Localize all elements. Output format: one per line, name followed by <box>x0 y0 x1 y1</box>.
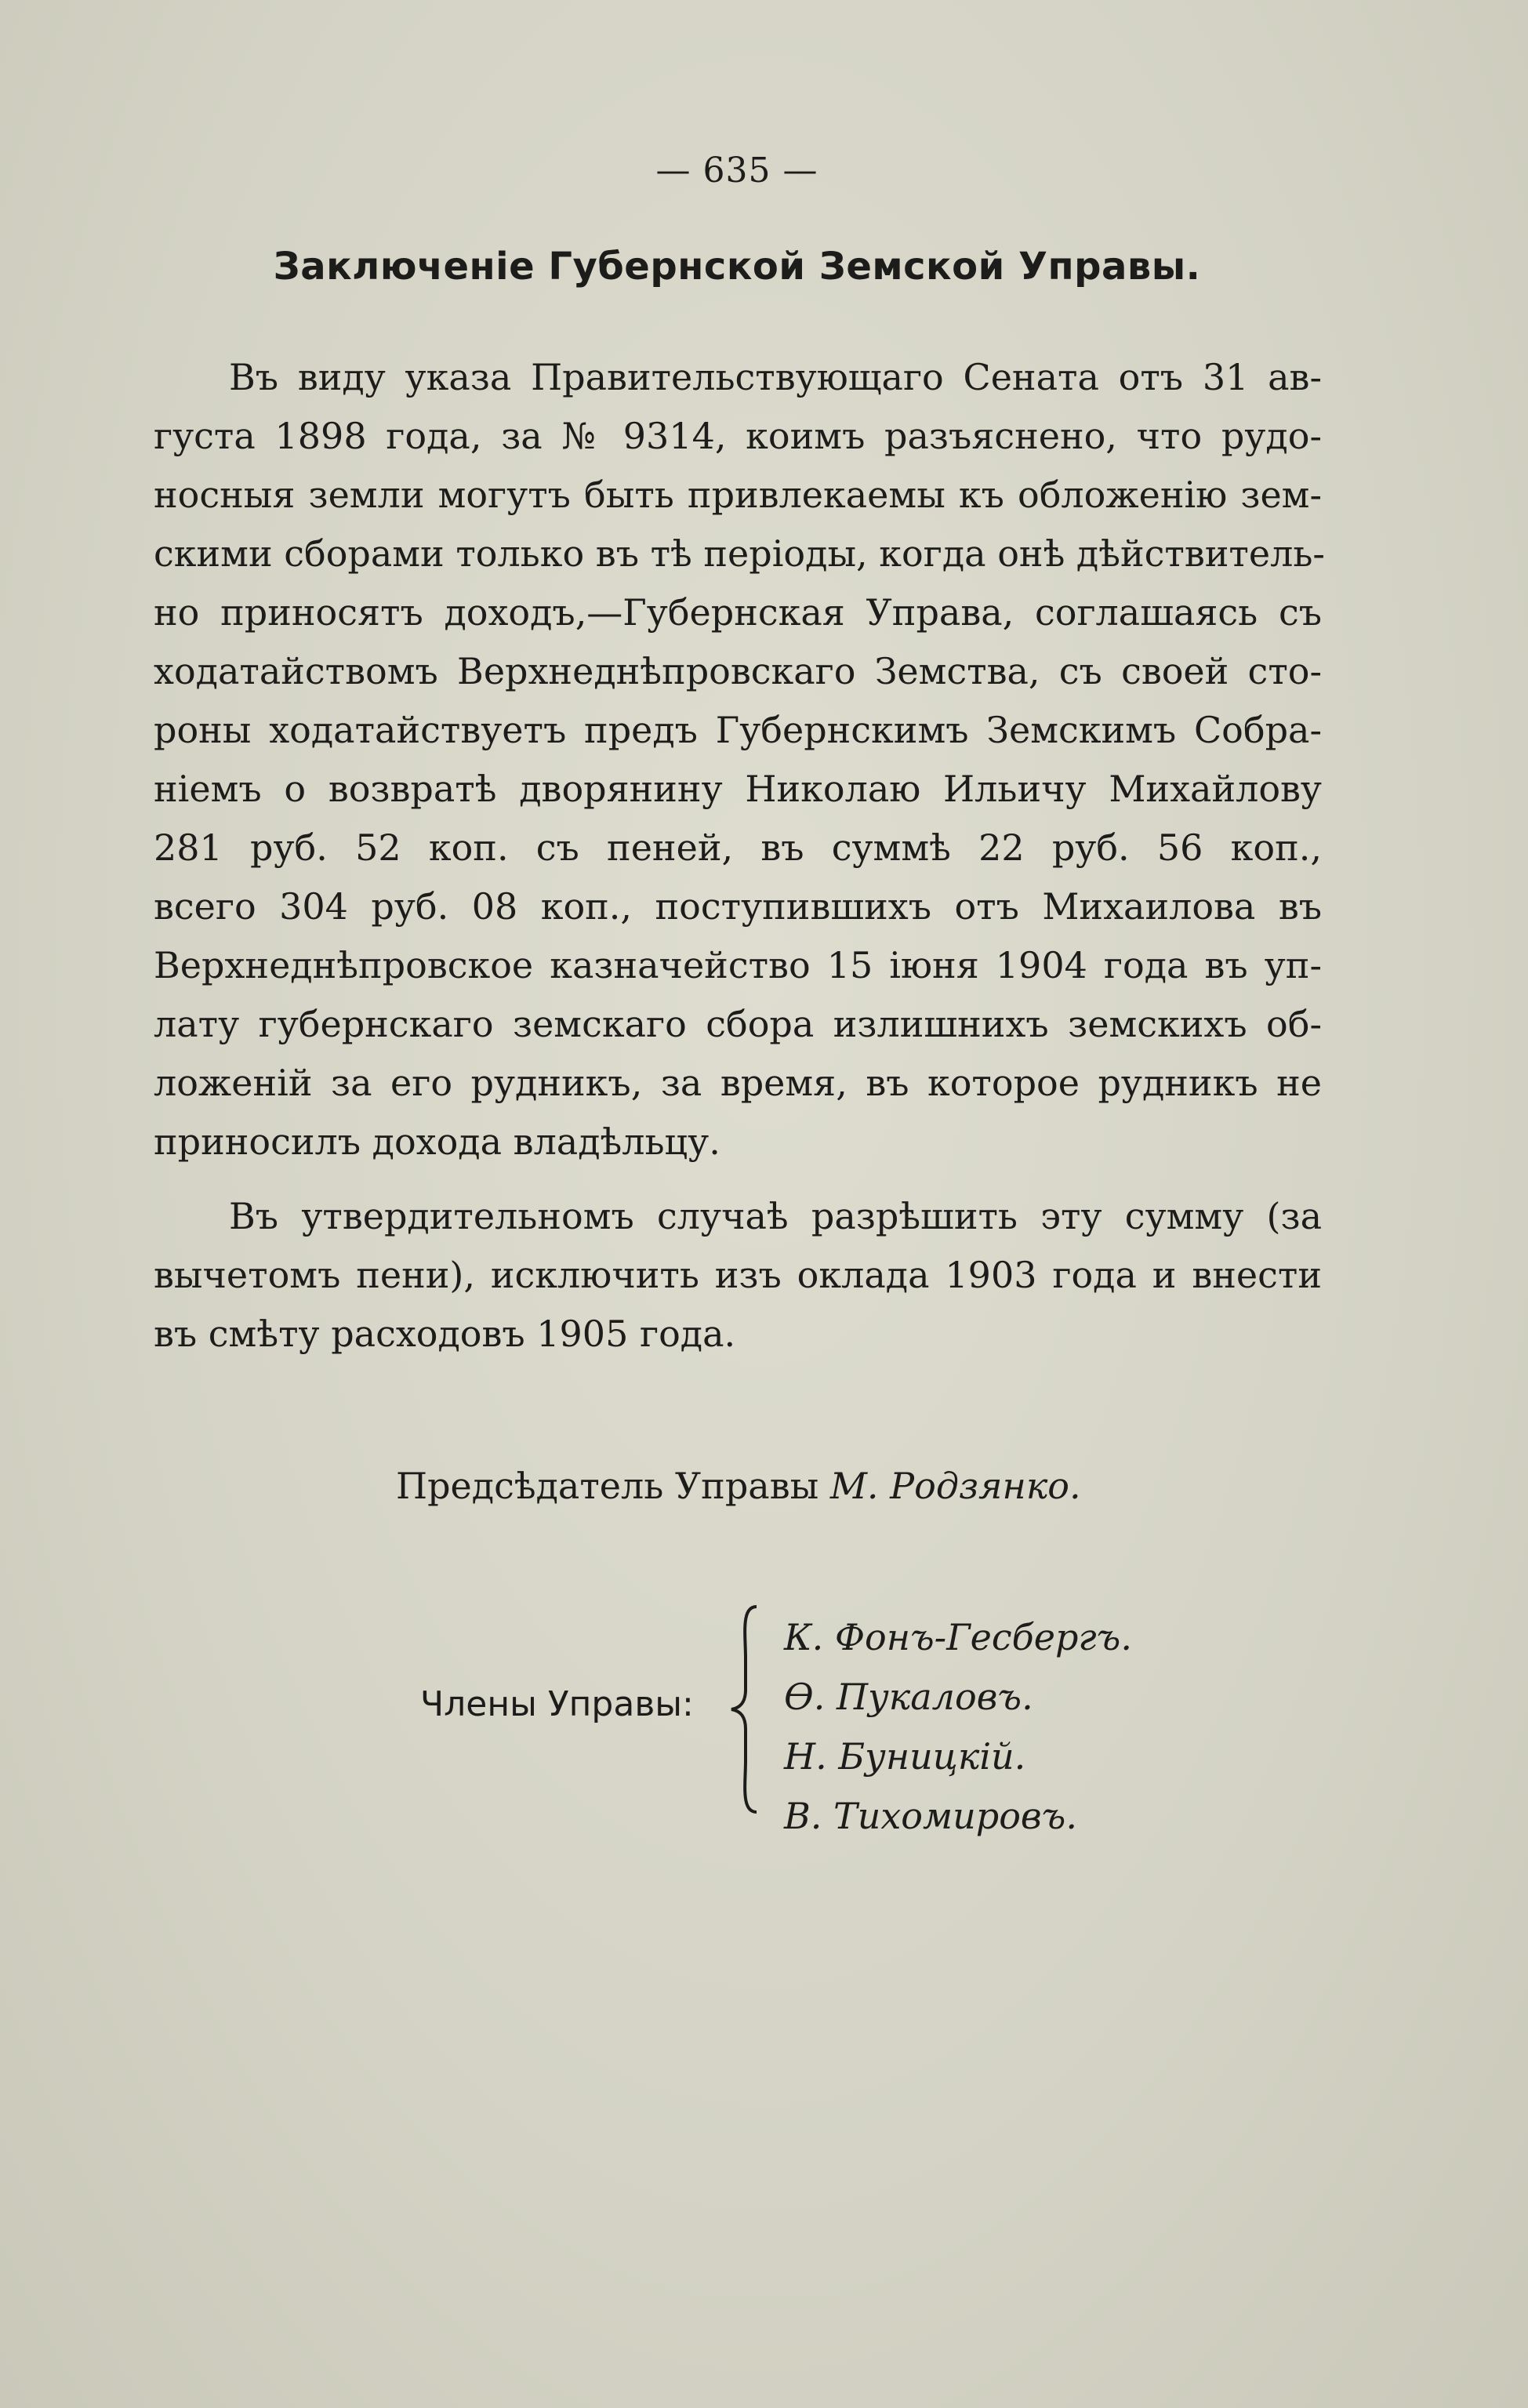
text-line: лату губернскаго земскаго сбора излишнихъ земскихъ об- <box>154 1003 1322 1045</box>
text-line: Верхнеднѣпровское казначейство 15 iюня 1904 года въ уп- <box>154 944 1322 986</box>
member-name: В. Тихомировъ. <box>784 1795 1077 1837</box>
document-title: Заключенiе Губернской Земской Управы. <box>273 245 1201 289</box>
text-line: нiемъ о возвратѣ дворянину Николаю Ильичу Михайлову <box>154 768 1322 810</box>
chairman-signature-line <box>396 1465 1081 1507</box>
text-line: въ смѣту расходовъ 1905 года. <box>154 1313 736 1355</box>
curly-brace <box>725 1604 772 1815</box>
text-line: но приносятъ доходъ,—Губернская Управа, соглашаясь съ <box>154 591 1322 634</box>
paragraph-2 <box>154 1187 1322 1364</box>
members-list <box>784 1607 1132 1846</box>
text-line: вычетомъ пени), исключить изъ оклада 1903 года и внести <box>154 1254 1322 1296</box>
text-line: приносилъ дохода владѣльцу. <box>154 1120 720 1163</box>
paragraph-1 <box>154 348 1325 1171</box>
text-line: роны ходатайствуетъ предъ Губернскимъ Земскимъ Собра- <box>154 709 1322 751</box>
text-line: всего 304 руб. 08 коп., поступившихъ отъ Михаилова въ <box>154 885 1322 928</box>
page-number: — 635 — <box>655 151 818 191</box>
text-line: Въ утвердительномъ случаѣ разрѣшить эту сумму (за <box>229 1195 1322 1237</box>
text-line: носныя земли могутъ быть привлекаемы къ обложенiю зем- <box>154 474 1322 516</box>
text-line: ходатайствомъ Верхнеднѣпровскаго Земства, съ своей сто- <box>154 650 1322 692</box>
member-name: Ѳ. Пукаловъ. <box>784 1676 1033 1718</box>
text-line: густа 1898 года, за № 9314, коимъ разъяснено, что рудо- <box>154 415 1322 457</box>
text-line: 281 руб. 52 коп. съ пеней, въ суммѣ 22 руб. 56 коп., <box>154 826 1322 869</box>
member-name: К. Фонъ-Гесбергъ. <box>784 1616 1132 1658</box>
members-label: Члены Управы: <box>420 1684 694 1724</box>
member-name: Н. Буницкiй. <box>784 1735 1026 1778</box>
text-line: скими сборами только въ тѣ перiоды, когда онѣ дѣйствитель- <box>154 532 1325 575</box>
chairman-name: М. Родзянко. <box>829 1465 1081 1507</box>
text-line: Въ виду указа Правительствующаго Сената отъ 31 ав- <box>229 356 1322 398</box>
chairman-label: Предсѣдатель Управы <box>396 1465 819 1507</box>
text-line: ложенiй за его рудникъ, за время, въ которое рудникъ не <box>154 1062 1322 1104</box>
